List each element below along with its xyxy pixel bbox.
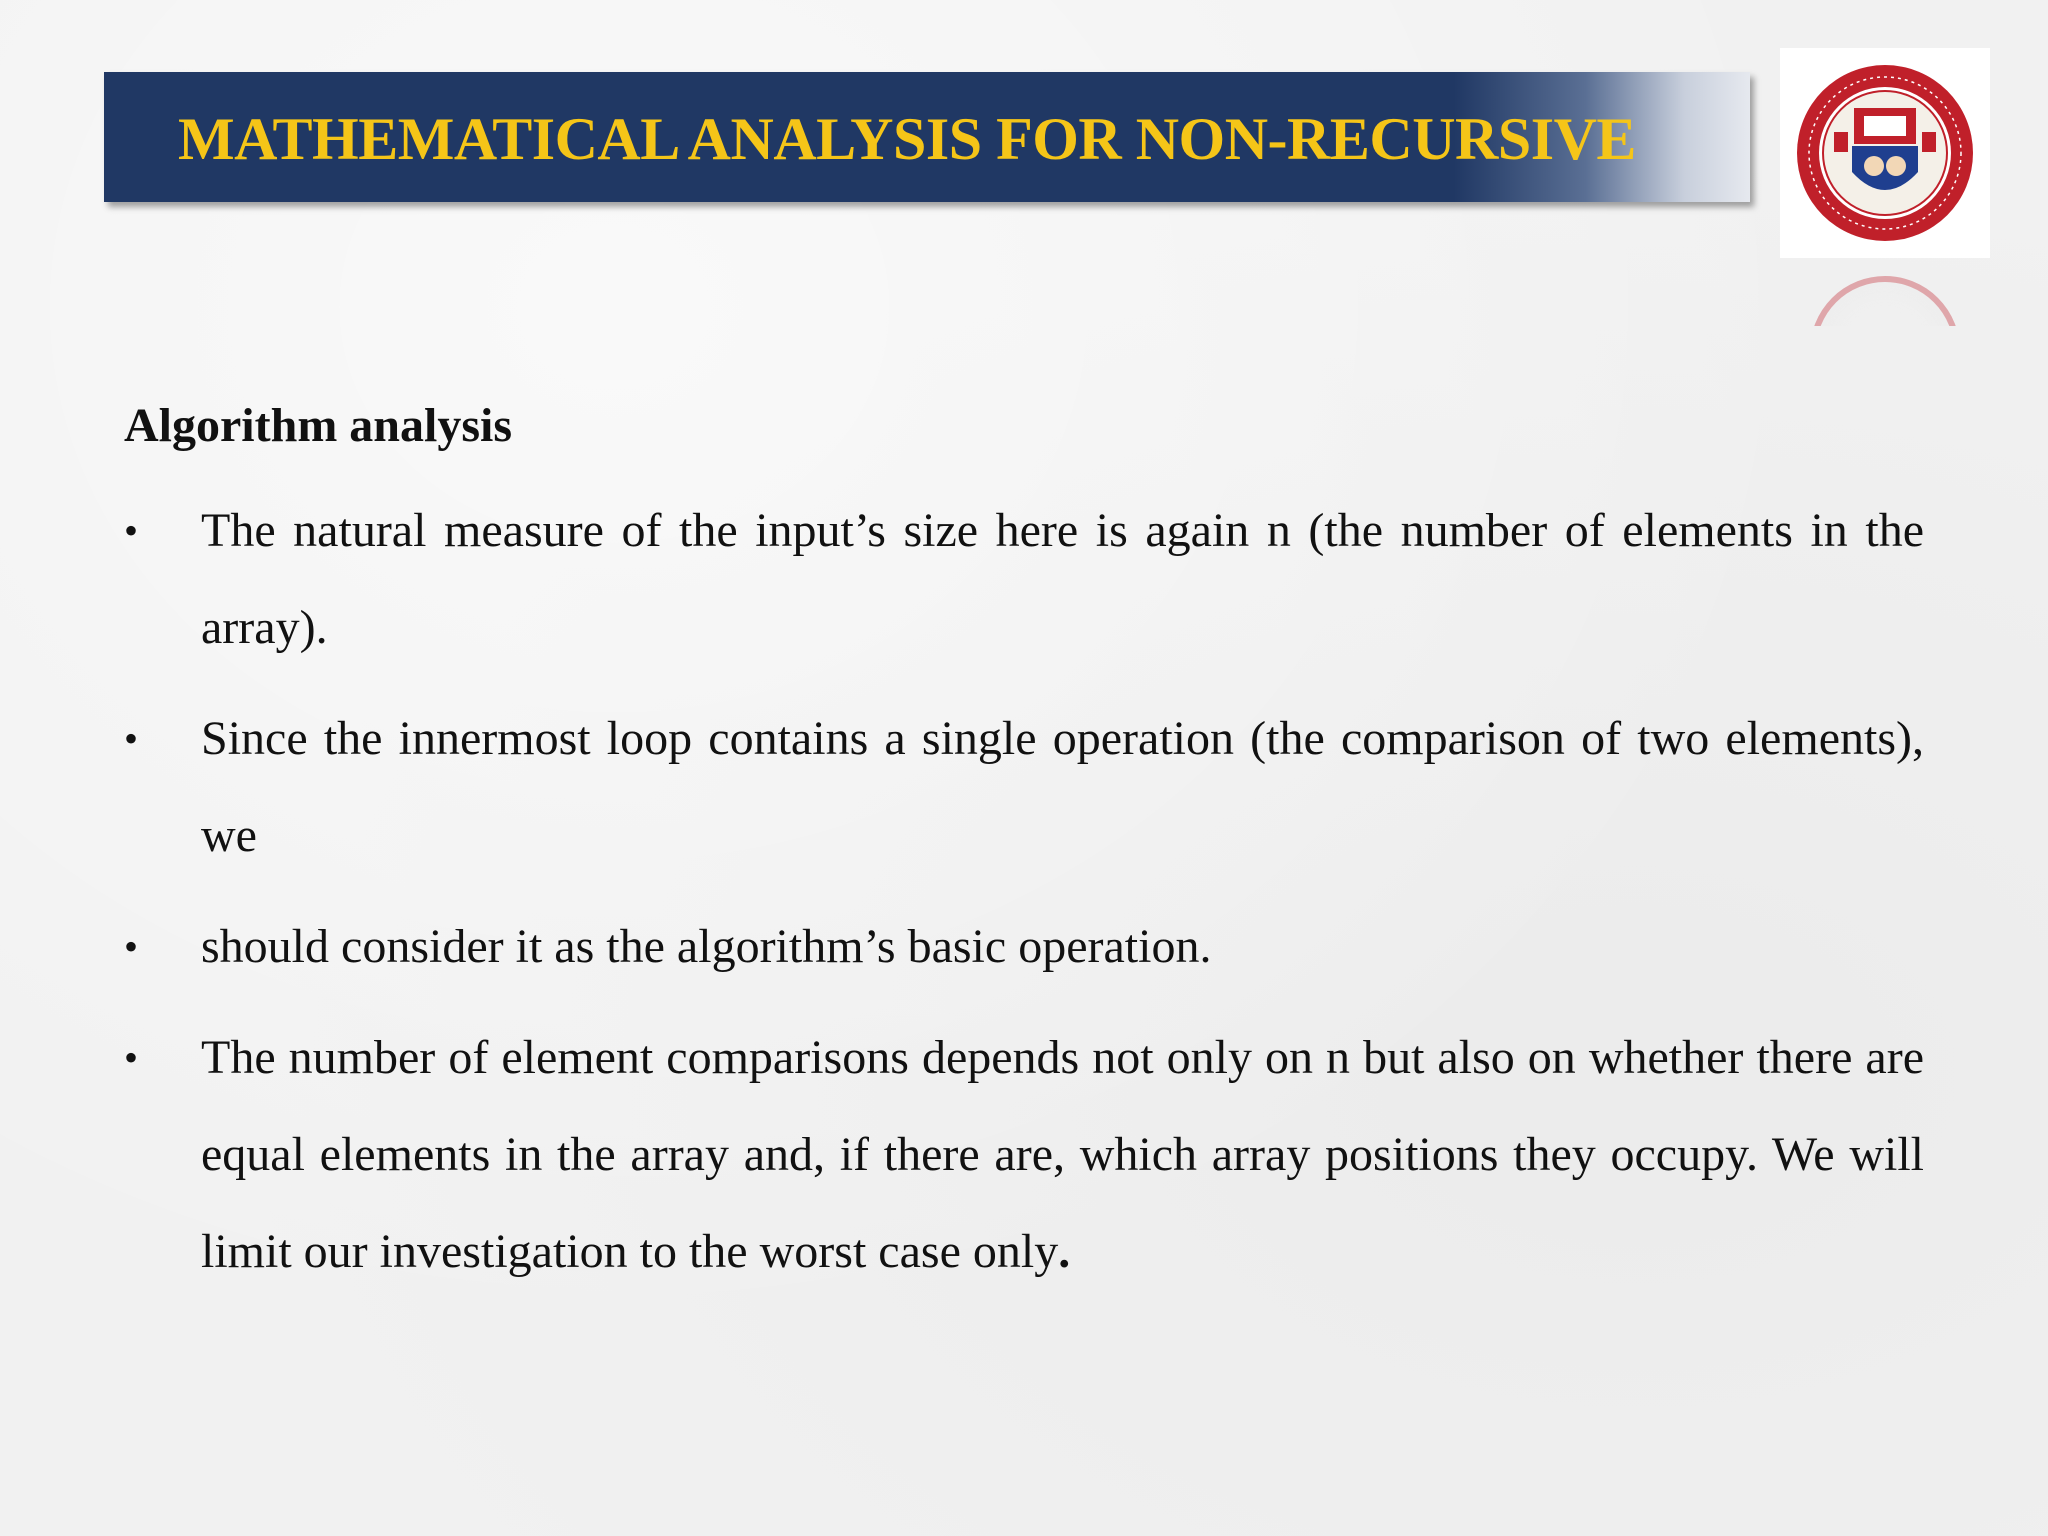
bullet-marker: • xyxy=(124,924,139,969)
slide-content xyxy=(124,384,1924,1300)
bullet-list xyxy=(124,482,1924,1300)
bullet-marker: • xyxy=(124,508,139,553)
bullet-item xyxy=(124,690,1924,884)
slide-title: MATHEMATICAL ANALYSIS FOR NON-RECURSIVE xyxy=(178,106,1636,172)
bullet-marker: • xyxy=(124,1035,139,1080)
section-heading: Algorithm analysis xyxy=(124,399,513,452)
bullet-item xyxy=(124,898,1924,995)
bullet-end-period: . xyxy=(1058,1225,1071,1278)
logo-reflection xyxy=(1810,276,1960,326)
institution-logo xyxy=(1780,48,1990,258)
bullet-text: The natural measure of the input’s size here is again n (the number of elements in the array). xyxy=(201,504,1924,654)
bullet-item xyxy=(124,1009,1924,1300)
bullet-text: The number of element comparisons depends not only on n but also on whether there are equal elements in the array and, if there are, which array positions they occupy. We will limit our investigation to the worst case only xyxy=(201,1031,1924,1278)
bullet-marker: • xyxy=(124,716,139,761)
bullet-text: Since the innermost loop contains a single operation (the comparison of two elements), we xyxy=(201,712,1924,862)
bullet-text: should consider it as the algorithm’s basic operation. xyxy=(201,920,1212,973)
institution-seal-icon xyxy=(1794,62,1976,244)
bullet-item xyxy=(124,482,1924,676)
title-bar xyxy=(104,72,1750,202)
